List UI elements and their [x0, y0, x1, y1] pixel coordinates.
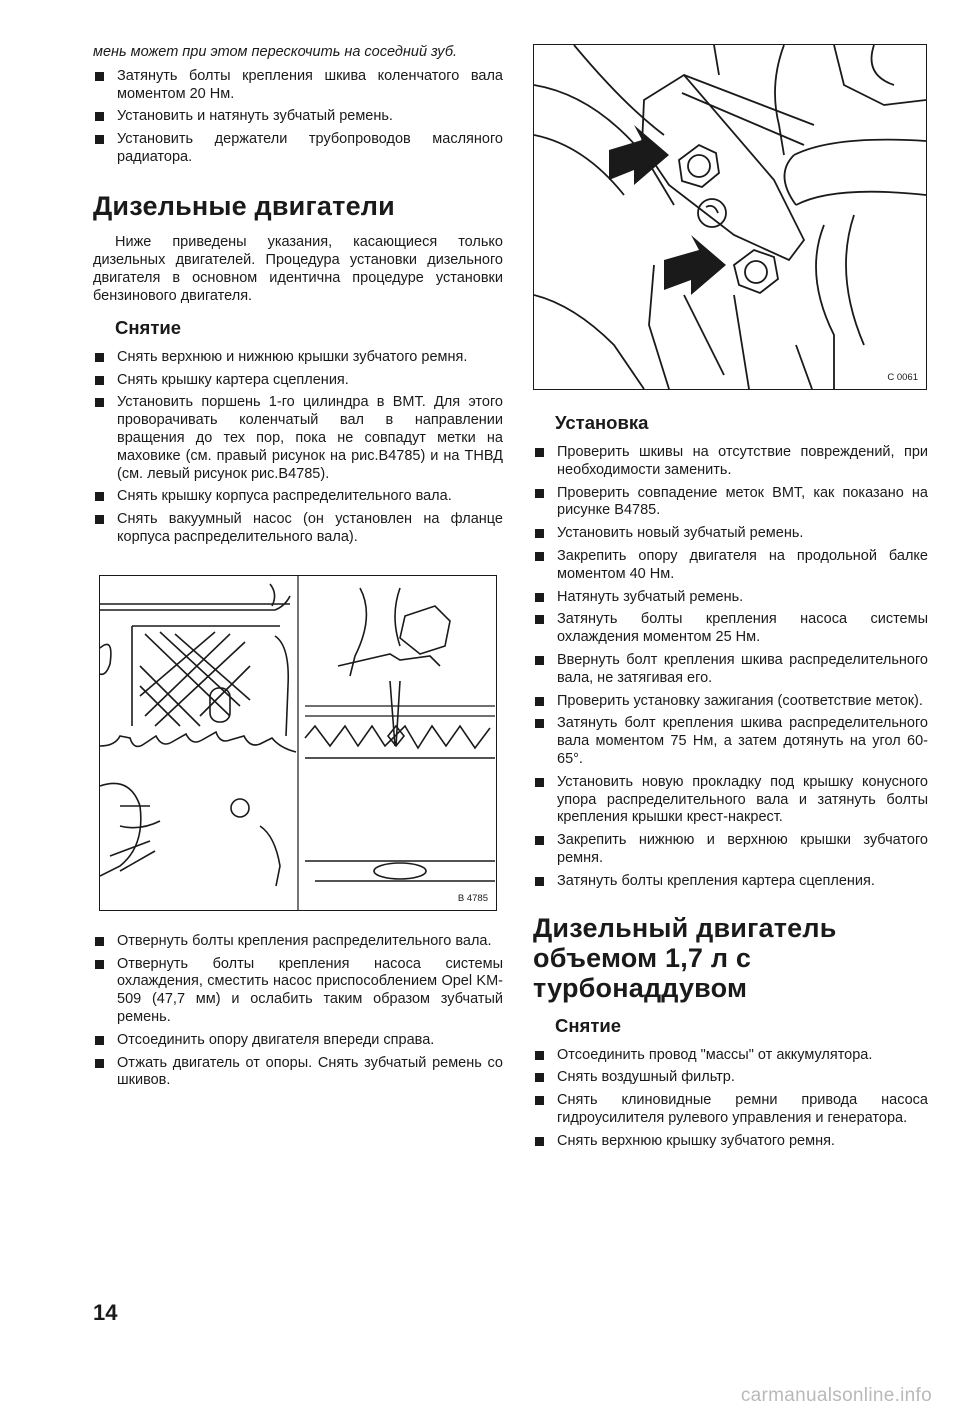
list-item: Установить новый зубчатый ремень. [533, 525, 928, 543]
top-list [93, 68, 503, 167]
install-list [533, 444, 928, 891]
list-item: Установить новую прокладку под крышку конусного упора распределительного вала и затянуть болты крепления крышки крест-накрест. [533, 774, 928, 827]
list-item: Затянуть болты крепления насоса системы охлаждения моментом 25 Нм. [533, 611, 928, 647]
list-item: Установить поршень 1-го цилиндра в ВМТ. Для этого проворачивать коленчатый вал в направлении вращения до тех пор, пока не совпадут метки на маховике (см. правый рисунок на рис.В4785) и на ТНВД (см. левый рисунок рис.В4785). [93, 394, 503, 483]
list-item: Установить и натянуть зубчатый ремень. [93, 108, 503, 126]
left-column [93, 44, 503, 1095]
list-item: Проверить совпадение меток ВМТ, как показано на рисунке В4785. [533, 485, 928, 521]
after-figure-list [93, 933, 503, 1090]
intro-paragraph: Ниже приведены указания, касающиеся только дизельных двигателей. Процедура установки дизельного двигателя в основном идентична процедуре установки бензинового двигателя. [93, 233, 503, 304]
list-item: Натянуть зубчатый ремень. [533, 589, 928, 607]
list-item: Проверить шкивы на отсутствие повреждений, при необходимости заменить. [533, 444, 928, 480]
list-item: Ввернуть болт крепления шкива распределительного вала, не затягивая его. [533, 652, 928, 688]
section-heading-turbo: Дизельный двигатель объемом 1,7 л с турбонаддувом [533, 912, 837, 1003]
list-item: Установить держатели трубопроводов масляного радиатора. [93, 131, 503, 167]
list-item: Отжать двигатель от опоры. Снять зубчатый ремень со шкивов. [93, 1055, 503, 1091]
timing-marks-illustration [100, 576, 496, 910]
watermark: carmanualsonline.info [740, 1385, 932, 1406]
list-item: Закрепить нижнюю и верхнюю крышки зубчатого ремня. [533, 832, 928, 868]
list-item: Затянуть болты крепления шкива коленчатого вала моментом 20 Нм. [93, 68, 503, 104]
list-item: Отсоединить провод "массы" от аккумулятора. [533, 1047, 928, 1065]
figure-code: В 4785 [457, 892, 488, 904]
list-item: Затянуть болты крепления картера сцепления. [533, 873, 928, 891]
list-item: Отвернуть болты крепления насоса системы охлаждения, сместить насос приспособлением Opel KM-509 (47,7 мм) и ослабить таким образом зубчатый ремень. [93, 956, 503, 1027]
removal-list [93, 349, 503, 547]
list-item: Отвернуть болты крепления распределительного вала. [93, 933, 503, 951]
list-item: Снять верхнюю и нижнюю крышки зубчатого ремня. [93, 349, 503, 367]
list-item: Затянуть болт крепления шкива распределительного вала моментом 75 Нм, а затем дотянуть на угол 60-65°. [533, 715, 928, 768]
list-item: Снять крышку картера сцепления. [93, 372, 503, 390]
list-item: Снять верхнюю крышку зубчатого ремня. [533, 1133, 928, 1151]
list-item: Снять клиновидные ремни привода насоса гидроусилителя рулевого управления и генератора. [533, 1092, 928, 1128]
figure-c0061 [533, 44, 927, 390]
subheading-removal: Снятие [115, 316, 182, 338]
figure-code: C 0061 [887, 372, 918, 383]
lead-text: мень может при этом перескочить на соседний зуб. [93, 44, 458, 60]
list-item: Снять крышку корпуса распределительного вала. [93, 488, 503, 506]
subheading-install: Установка [555, 412, 649, 433]
engine-mount-illustration [534, 45, 926, 389]
section-heading-diesel: Дизельные двигатели [93, 190, 395, 221]
figure-b4785 [99, 575, 497, 911]
right-column [533, 44, 928, 1156]
page-number: 14 [93, 1300, 118, 1325]
list-item: Снять вакуумный насос (он установлен на фланце корпуса распределительного вала). [93, 511, 503, 547]
list-item: Отсоединить опору двигателя впереди справа. [93, 1032, 503, 1050]
turbo-removal-list [533, 1047, 928, 1151]
subheading-removal-turbo: Снятие [555, 1014, 622, 1036]
list-item: Закрепить опору двигателя на продольной балке моментом 40 Нм. [533, 548, 928, 584]
list-item: Проверить установку зажигания (соответствие меток). [533, 693, 928, 711]
list-item: Снять воздушный фильтр. [533, 1069, 928, 1087]
